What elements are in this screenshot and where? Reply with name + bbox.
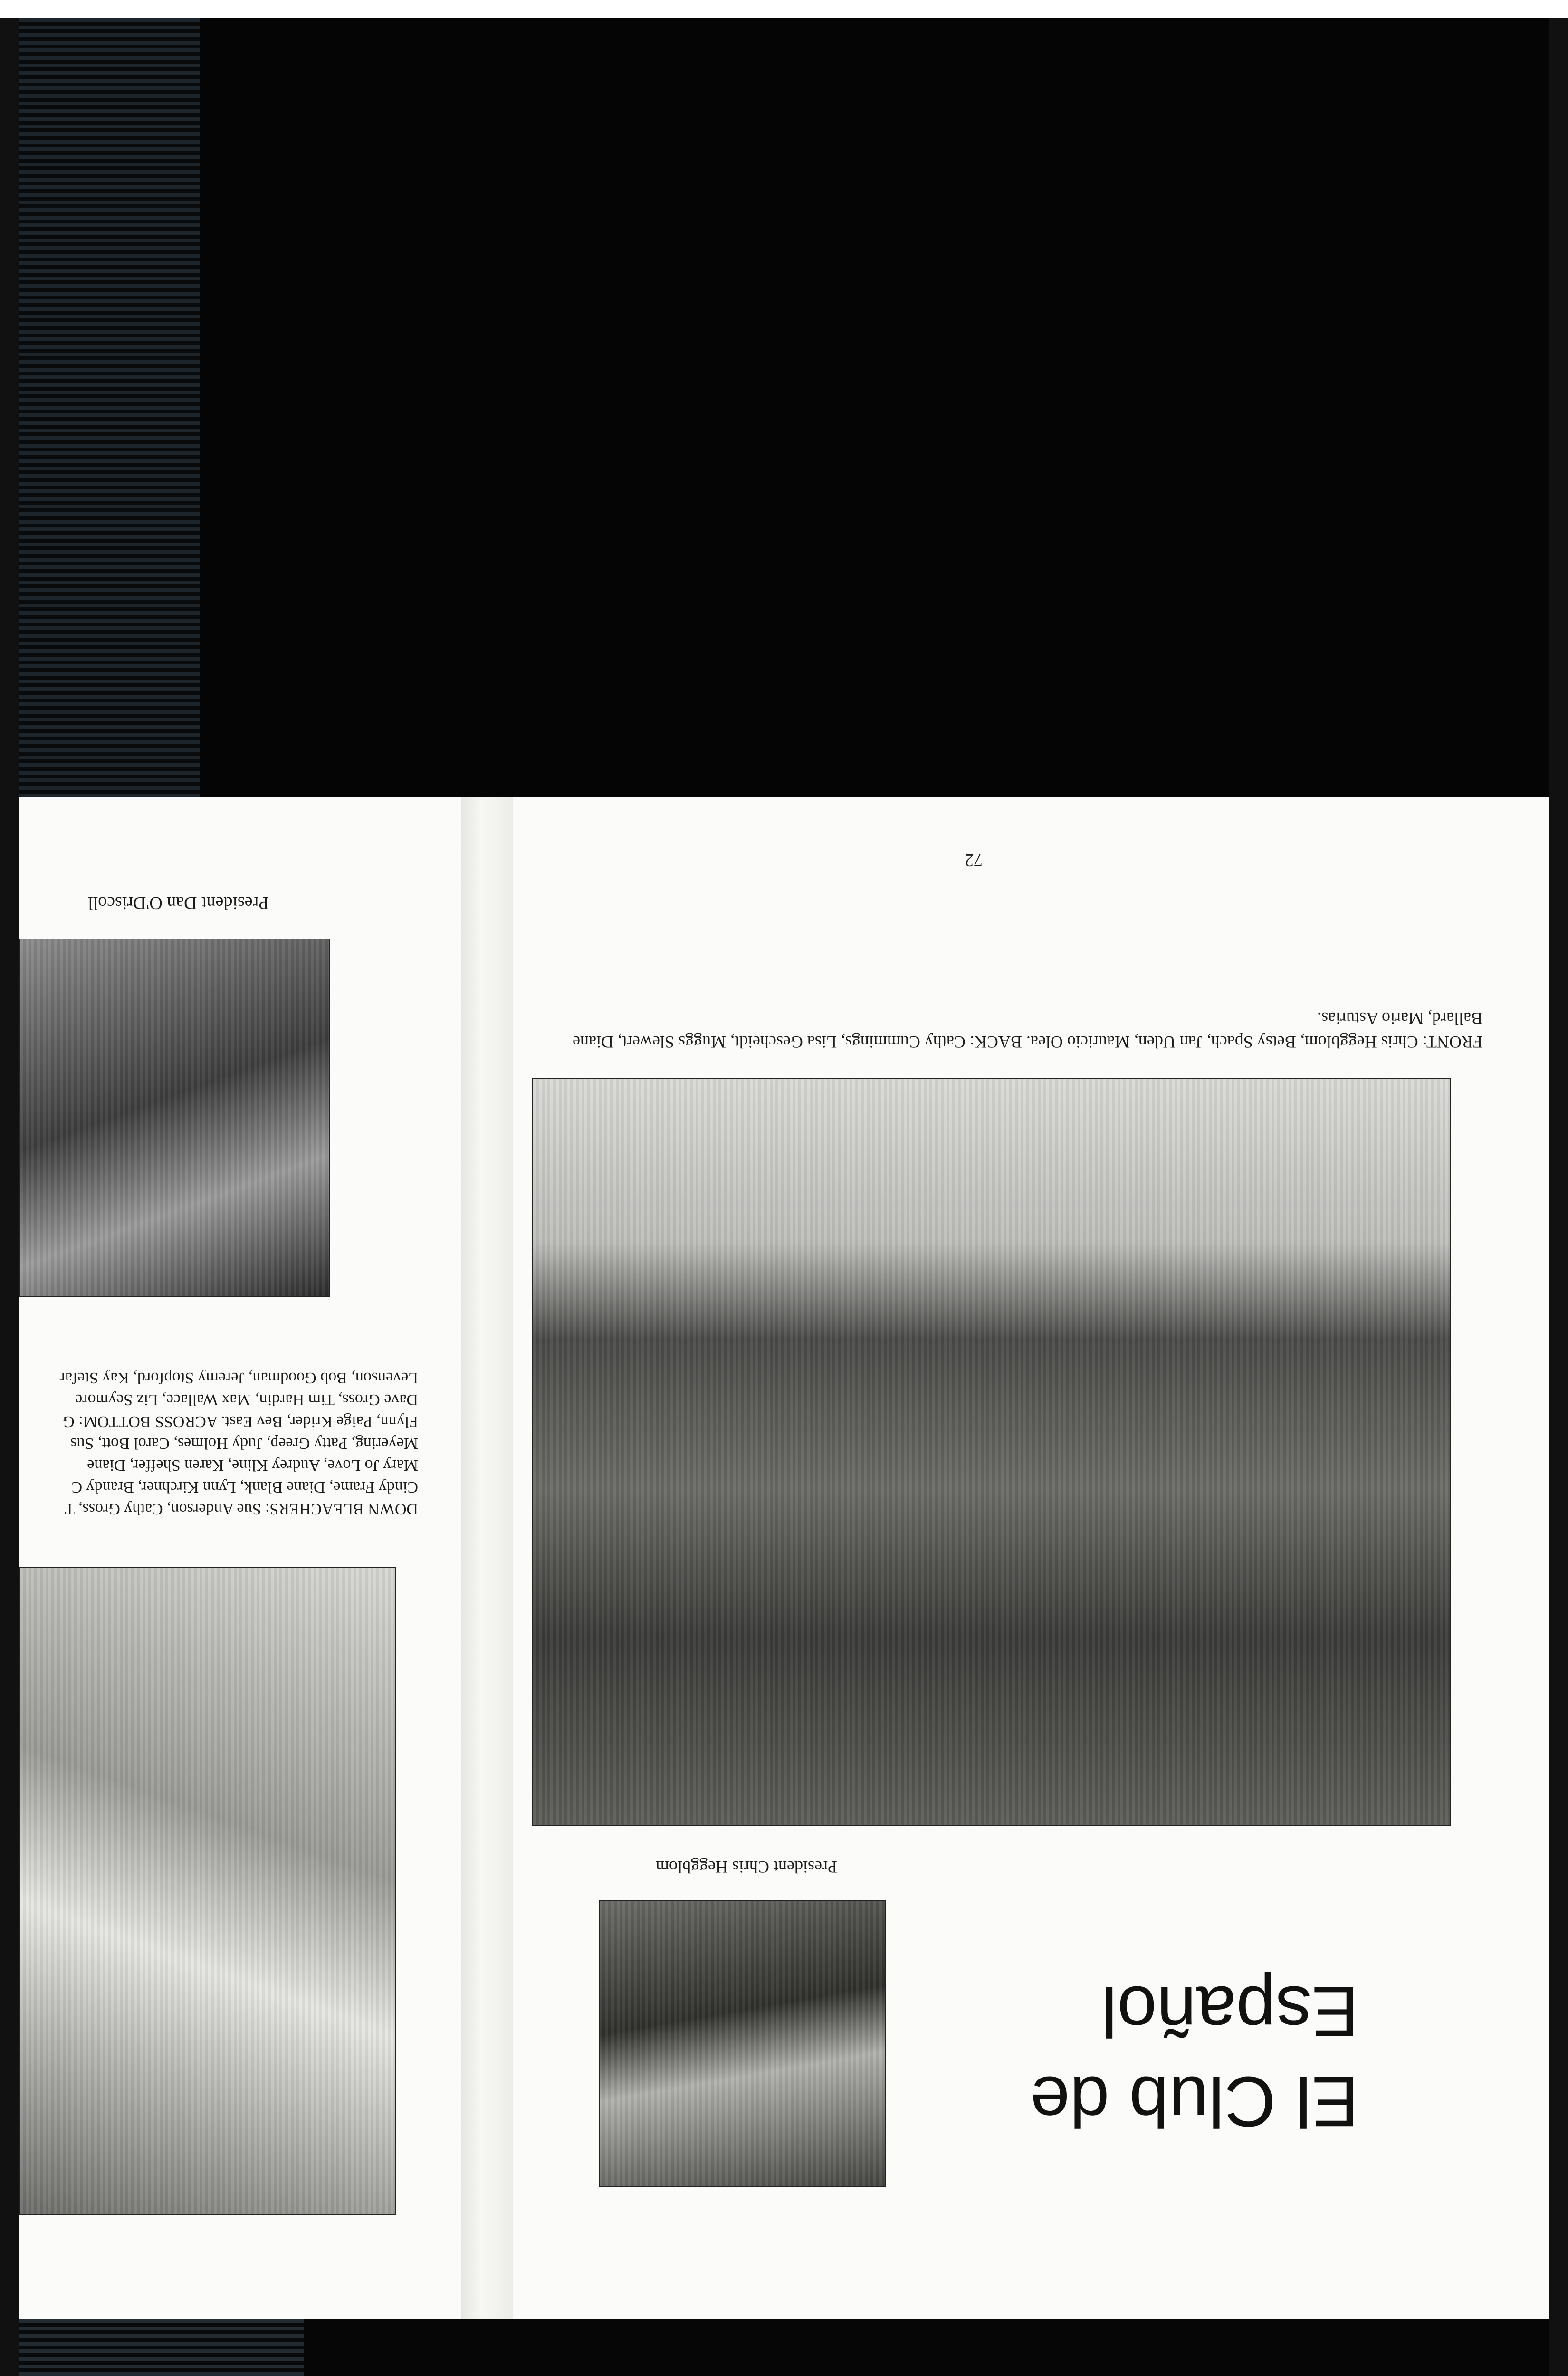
president-odriscoll-photo (19, 939, 330, 1297)
bleachers-caption-line: Dave Gross, Tim Hardin, Max Wallace, Liz Seymore (75, 1391, 418, 1408)
group-caption-line: Ballard, Mario Asturias. (1317, 1009, 1482, 1028)
group-photo-caption (532, 1006, 1482, 1054)
photo-grain (20, 939, 329, 1296)
photo-grain (600, 1901, 885, 2186)
bleachers-caption-block (19, 1358, 418, 1520)
scanner-background-bottom (19, 2319, 1549, 2376)
scan-stripes-left (19, 2319, 304, 2376)
page-number: 72 (965, 850, 983, 870)
bleachers-group-photo (19, 1567, 396, 2215)
bleachers-caption-line: Levenson, Bob Goodman, Jeremy Stopford, Kay Stefar (59, 1369, 418, 1387)
president-heggblom-photo (599, 1900, 886, 2187)
spanish-club-group-photo (532, 1078, 1451, 1826)
scan-left-edge (0, 18, 19, 2376)
club-title-line1: El Club de (1030, 2062, 1359, 2142)
bleachers-caption-line: Meyering, Patty Greep, Judy Holmes, Carol Bott, Sus (70, 1435, 418, 1452)
scan-right-edge (1549, 18, 1568, 2376)
scanner-background-top (19, 18, 1549, 797)
photo-grain (533, 1079, 1450, 1825)
club-title-line2: Español (1101, 1972, 1359, 2051)
club-title-block (960, 1947, 1359, 2147)
group-caption-line: FRONT: Chris Heggblom, Betsy Spach, Jan Uden, Mauricio Olea. BACK: Cathy Cummings, Lisa Gescheidt, Muggs Slewert, Diane (573, 1033, 1482, 1052)
page-gutter (461, 797, 513, 2319)
president-odriscoll-caption: President Dan O'Driscoll (88, 893, 269, 913)
bleachers-caption-line: Cindy Frame, Diane Blank, Lynn Kirchner, Brandy C (71, 1478, 418, 1496)
president-heggblom-caption: President Chris Heggblom (656, 1858, 837, 1877)
bleachers-caption-line: Flynn, Paige Krider, Bev East. ACROSS BOTTOM: G (63, 1413, 418, 1430)
scan-stripes-left (19, 18, 200, 797)
yearbook-spread (19, 797, 1549, 2319)
photo-grain (20, 1568, 395, 2214)
bleachers-caption-line: Mary Jo Love, Audrey Kline, Karen Sheffer, Diane (87, 1456, 418, 1474)
bleachers-caption-line: DOWN BLEACHERS: Sue Anderson, Cathy Gross, T (65, 1500, 418, 1518)
